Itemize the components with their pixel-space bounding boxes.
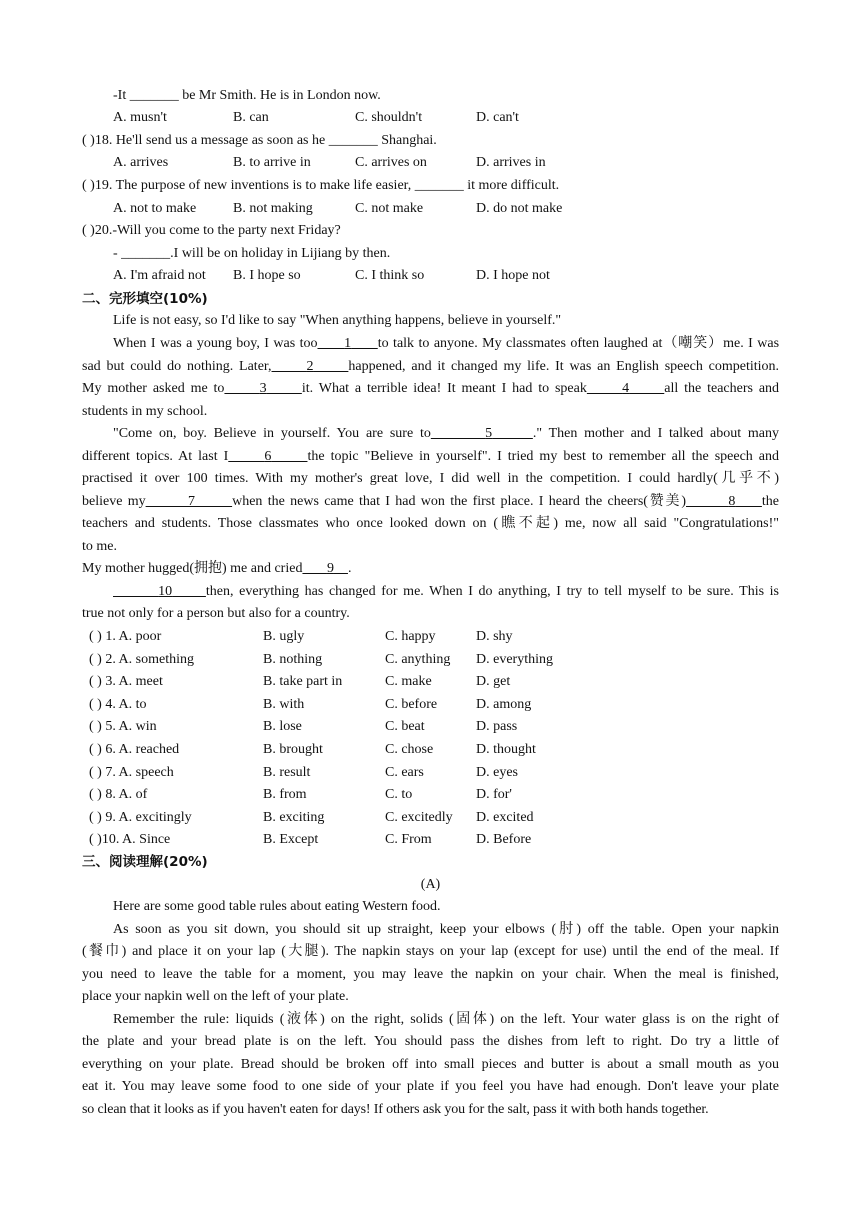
option-a: A. musn't [113, 110, 167, 125]
cloze-option-b: B. exciting [263, 809, 325, 825]
cloze-line: true not only for a person but also for a country. [82, 606, 350, 621]
cloze-line: When I was a young boy, I was too 1 to talk to anyone. My classmates often laughed at（嘲笑）me. I was [113, 336, 780, 351]
cloze-question-option-a: ( ) 9. A. excitingly [89, 809, 192, 825]
cloze-option-c: C. before [385, 696, 438, 712]
cloze-option-c: C. ears [385, 764, 424, 780]
cloze-option-b: B. Except [263, 832, 319, 848]
option-c: C. not make [355, 201, 424, 216]
cloze-line: My mother asked me to 3 it. What a terrible idea! It meant I had to speak 4 all the teachers and [82, 381, 780, 396]
passage-line: eat it. You may leave some food to one side of your plate if you feel you have had enough. Don't leave your plate [82, 1079, 779, 1094]
option-c: C. I think so [355, 268, 425, 283]
option-d: D. arrives in [476, 155, 546, 170]
option-b: B. to arrive in [233, 155, 311, 170]
option-b: B. can [233, 110, 269, 125]
cloze-option-d: D. get [476, 674, 511, 690]
option-a: A. not to make [113, 201, 197, 216]
passage-line: place your napkin well on the left of your plate. [82, 989, 349, 1004]
passage-label: (A) [420, 877, 441, 892]
cloze-option-c: C. excitedly [385, 809, 453, 825]
passage-line: Remember the rule: liquids (液体) on the right, solids (固体) on the left. Your water glass is on the right of [113, 1012, 779, 1027]
cloze-option-d: D. excited [476, 809, 534, 825]
cloze-option-c: C. From [385, 832, 432, 848]
section-heading-cloze: 二、完形填空(10%) [82, 291, 208, 307]
cloze-option-d: D. among [476, 696, 532, 712]
cloze-line: believe my 7 when the news came that I had won the first place. I heard the cheers(赞美) 8 the [82, 494, 779, 509]
cloze-line: to me. [82, 539, 117, 554]
cloze-question-option-a: ( ) 5. A. win [89, 719, 157, 735]
option-a: A. arrives [113, 155, 169, 170]
cloze-option-d: D. for' [476, 787, 512, 803]
cloze-question-option-a: ( ) 3. A. meet [89, 674, 163, 690]
cloze-line: 10 then, everything has changed for me. When I do anything, I try to tell myself to be sure. This is [158, 584, 780, 599]
cloze-question-option-a: ( ) 4. A. to [89, 696, 147, 712]
cloze-question-option-a: ( ) 6. A. reached [89, 742, 180, 757]
question-17-stem: -It _______ be Mr Smith. He is in London now. [113, 88, 381, 103]
passage-line: everything on your plate. Bread should be broken off into small pieces and butter is about a small mouth as you [82, 1057, 779, 1072]
question-19-stem: ( )19. The purpose of new inventions is to make life easier, _______ it more difficult. [82, 178, 560, 193]
passage-line: you need to leave the table for a moment, you may leave the napkin on your chair. When the meal is finished, [82, 967, 779, 982]
cloze-option-d: D. everything [476, 651, 553, 667]
cloze-line: My mother hugged(拥抱) me and cried 9 . [82, 561, 352, 576]
cloze-question-option-a: ( ) 2. A. something [89, 651, 194, 667]
cloze-option-b: B. result [263, 764, 311, 780]
option-d: D. do not make [476, 201, 563, 216]
option-d: D. I hope not [476, 268, 550, 283]
cloze-option-d: D. thought [476, 742, 536, 757]
cloze-option-c: C. beat [385, 719, 425, 735]
passage-line: so clean that it looks as if you haven't eaten for days! If others ask you for the salt, pass it with both hands together. [82, 1102, 709, 1117]
cloze-option-b: B. from [263, 787, 307, 803]
cloze-option-b: B. ugly [263, 629, 305, 644]
cloze-line: sad but could do nothing. Later, 2 happened, and it changed my life. It was an English speech competition. [82, 359, 780, 374]
cloze-question-option-a: ( )10. A. Since [89, 832, 171, 848]
question-20-reply: - _______.I will be on holiday in Lijiang by then. [113, 246, 391, 261]
cloze-option-b: B. brought [263, 742, 323, 757]
cloze-line: different topics. At last I 6 the topic "Believe in yourself". I tried my best to remember all the speech and [82, 449, 780, 464]
cloze-option-d: D. eyes [476, 764, 518, 780]
question-20-stem: ( )20.-Will you come to the party next Friday? [82, 223, 341, 238]
cloze-question-option-a: ( ) 8. A. of [89, 787, 148, 803]
cloze-option-c: C. chose [385, 742, 434, 757]
cloze-question-option-a: ( ) 7. A. speech [89, 764, 174, 780]
option-d: D. can't [476, 110, 519, 125]
passage-line: As soon as you sit down, you should sit up straight, keep your elbows (肘) off the table. Open your napkin [113, 922, 779, 937]
question-18-stem: ( )18. He'll send us a message as soon as he _______ Shanghai. [82, 133, 437, 148]
cloze-question-option-a: ( ) 1. A. poor [89, 629, 162, 644]
option-c: C. arrives on [355, 155, 427, 170]
cloze-option-b: B. nothing [263, 651, 323, 667]
cloze-option-c: C. make [385, 674, 432, 690]
passage-line: the plate and your bread plate is on the left. You should pass the dishes from left to right. Do try a little of [82, 1034, 779, 1049]
cloze-option-d: D. Before [476, 832, 532, 848]
cloze-paragraph-1: Life is not easy, so I'd like to say "When anything happens, believe in yourself." [113, 313, 562, 328]
cloze-option-b: B. with [263, 696, 305, 712]
option-b: B. I hope so [233, 268, 301, 283]
section-heading-reading: 三、阅读理解(20%) [82, 854, 208, 870]
option-a: A. I'm afraid not [113, 268, 206, 283]
passage-intro: Here are some good table rules about eating Western food. [113, 899, 441, 914]
cloze-option-c: C. to [385, 787, 413, 803]
passage-line: (餐巾) and place it on your lap (大腿). The napkin stays on your lap (except for use) until the end of the meal. If [82, 944, 779, 959]
cloze-option-b: B. take part in [263, 674, 343, 690]
cloze-line: teachers and students. Those classmates who once looked down on (瞧不起) me, now all said "Congratulations!" [82, 516, 779, 531]
cloze-option-d: D. pass [476, 719, 518, 735]
cloze-option-c: C. anything [385, 651, 451, 667]
option-b: B. not making [233, 201, 313, 216]
cloze-option-d: D. shy [476, 629, 513, 644]
cloze-option-c: C. happy [385, 629, 436, 644]
cloze-line: "Come on, boy. Believe in yourself. You are sure to 5 ." Then mother and I talked about many [113, 426, 780, 441]
cloze-line: students in my school. [82, 404, 208, 419]
cloze-option-b: B. lose [263, 719, 302, 735]
option-c: C. shouldn't [355, 110, 423, 125]
cloze-line: practised it over 100 times. With my mother's great love, I did well in the competition. I could hardly(几乎不) [82, 471, 779, 486]
